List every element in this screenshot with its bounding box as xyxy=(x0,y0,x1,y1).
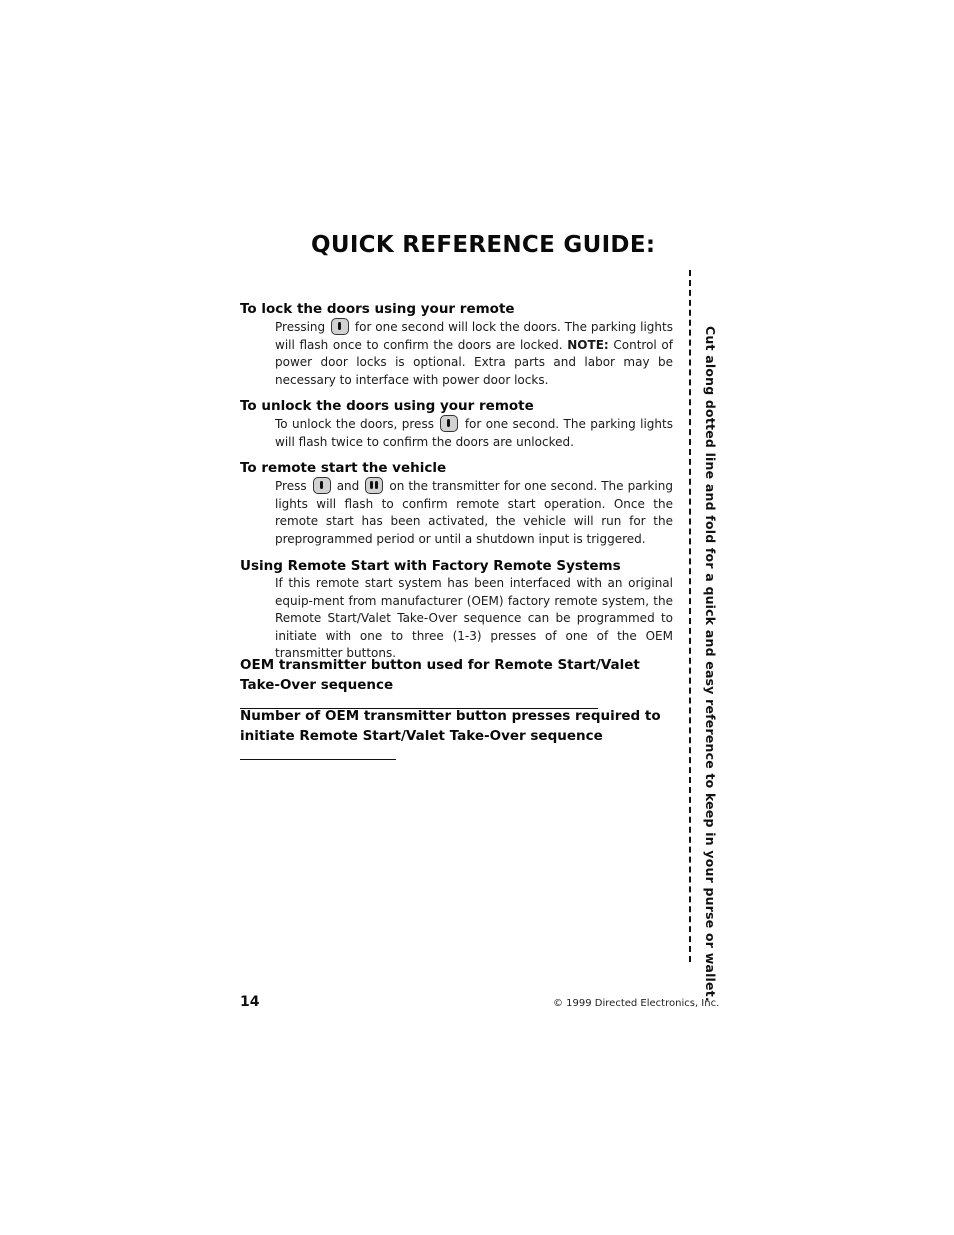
section-body: Pressing for one second will lock the doors. The parking lights will flash once to confirm the doors are locked. NOTE: Control of power door locks is optional. Extra parts and labor may be necessary to interface with power door locks. xyxy=(275,320,673,387)
section-heading: To lock the doors using your remote xyxy=(240,301,515,317)
section-body: Press and on the transmitter for one second. The parking lights will flash to confirm remote start operation. Once the remote start has been activated, the vehicle will run for the preprogrammed period or until a shutdown input is triggered. xyxy=(275,479,673,546)
section-body: To unlock the doors, press for one second. The parking lights will flash twice to confirm the doors are unlocked. xyxy=(275,417,673,449)
dotted-cut-line xyxy=(689,270,691,962)
button-two-icon xyxy=(365,477,383,494)
cut-instruction: Cut along dotted line and fold for a quick and easy reference to keep in your purse or wallet. xyxy=(703,326,718,1002)
unlock-button-icon xyxy=(440,415,458,432)
oem-button-fill-in: OEM transmitter button used for Remote Start/Valet Take-Over sequence xyxy=(240,655,673,715)
button-presses-fill-in: Number of OEM transmitter button presses required to initiate Remote Start/Valet Take-Over sequence xyxy=(240,706,673,766)
copyright: © 1999 Directed Electronics, Inc. xyxy=(553,998,720,1009)
page-number: 14 xyxy=(240,994,260,1010)
button-one-icon xyxy=(313,477,331,494)
section-heading: Using Remote Start with Factory Remote Systems xyxy=(240,558,621,574)
section-remote-start xyxy=(240,459,673,548)
section-body: If this remote start system has been interfaced with an original equip-ment from manufacturer (OEM) factory remote system, the Remote Start/Valet Take-Over sequence can be programmed to initiate with one to three (1-3) presses of one of the OEM transmitter buttons. xyxy=(275,576,673,661)
fill-in-blank[interactable] xyxy=(240,746,396,760)
note-label: NOTE: xyxy=(567,337,609,352)
section-heading: To remote start the vehicle xyxy=(240,460,447,476)
section-factory-remote xyxy=(240,557,673,663)
lock-button-icon xyxy=(331,318,349,335)
section-heading: To unlock the doors using your remote xyxy=(240,398,534,414)
section-unlock-doors xyxy=(240,397,673,451)
page-title: QUICK REFERENCE GUIDE: xyxy=(311,232,656,258)
section-lock-doors xyxy=(240,300,673,389)
